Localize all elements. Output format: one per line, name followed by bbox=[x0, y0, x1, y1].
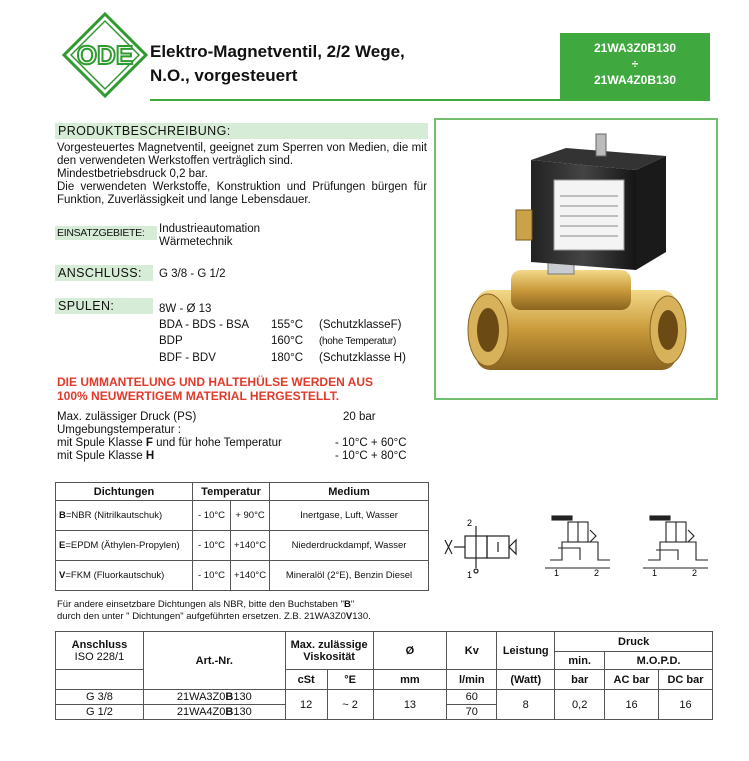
spulen-row bbox=[159, 301, 429, 317]
spec-e: ~ 2 bbox=[327, 690, 373, 720]
einsatz-value-2: Wärmetechnik bbox=[159, 236, 233, 248]
label-anschluss: ANSCHLUSS: bbox=[55, 265, 153, 281]
spec-header-kv: Kv bbox=[447, 632, 497, 670]
svg-text:ODE: ODE bbox=[76, 40, 134, 70]
spulen-row bbox=[159, 333, 429, 350]
spec-cst: 12 bbox=[285, 690, 327, 720]
spulen-model: BDP bbox=[159, 335, 183, 347]
seal-temp-max: + 90°C bbox=[231, 501, 270, 531]
spec-watt: 8 bbox=[497, 690, 555, 720]
seals-header-medium: Medium bbox=[270, 483, 429, 501]
spec-article bbox=[143, 705, 285, 720]
article-prefix: 21WA4Z0 bbox=[176, 706, 226, 718]
article-code-box bbox=[560, 33, 710, 101]
anschluss-value: G 3/8 - G 1/2 bbox=[159, 268, 226, 280]
section2-port-1: 1 bbox=[652, 568, 658, 578]
seal-name bbox=[56, 531, 193, 561]
symbol-port-1: 1 bbox=[467, 570, 473, 580]
spulen-table bbox=[159, 301, 429, 366]
spec-header-diameter: Ø bbox=[373, 632, 447, 670]
spec-header-art: Art.-Nr. bbox=[143, 632, 285, 690]
spec-unit-bar: bar bbox=[555, 670, 605, 690]
header-rule bbox=[150, 99, 710, 101]
seal-medium: Inertgase, Luft, Wasser bbox=[270, 501, 429, 531]
title-line-1: Elektro-Magnetventil, 2/2 Wege, bbox=[150, 42, 405, 61]
temp-h-prefix: mit Spule Klasse bbox=[57, 450, 146, 462]
section1-port-2: 2 bbox=[594, 568, 600, 578]
spec-kv: 60 bbox=[447, 690, 497, 705]
valve-symbols bbox=[440, 512, 740, 582]
note-text: durch den unter " Dichtungen" aufgeführten ersetzen. Z.B. 21WA3Z0 bbox=[57, 611, 346, 622]
spec-mopd-dc: 16 bbox=[659, 690, 713, 720]
valve-illustration bbox=[436, 120, 716, 398]
ambient-temp-label: Umgebungstemperatur : bbox=[57, 424, 182, 436]
seal-temp-max: +140°C bbox=[231, 531, 270, 561]
article-suffix: 130 bbox=[233, 691, 252, 703]
seals-row bbox=[56, 561, 429, 591]
temp-f-suffix: und für hohe Temperatur bbox=[152, 437, 282, 449]
limits-block bbox=[57, 411, 429, 463]
max-pressure-label: Max. zulässiger Druck (PS) bbox=[57, 411, 197, 423]
description-text bbox=[57, 142, 427, 207]
note-line-1 bbox=[57, 599, 371, 611]
seal-temp-min: - 10°C bbox=[193, 501, 231, 531]
spec-unit-watt: (Watt) bbox=[497, 670, 555, 690]
seal-temp-min: - 10°C bbox=[193, 561, 231, 591]
note-text: Für andere einsetzbare Dichtungen als NBR, bitte den Buchstaben " bbox=[57, 599, 344, 610]
spec-header-anschluss-label: Anschluss bbox=[71, 638, 128, 651]
seal-code: E bbox=[59, 540, 66, 551]
valve-circuit-symbol bbox=[445, 526, 516, 573]
seal-name bbox=[56, 501, 193, 531]
seals-row bbox=[56, 531, 429, 561]
spec-kv: 70 bbox=[447, 705, 497, 720]
spec-unit-mm: mm bbox=[373, 670, 447, 690]
symbol-port-2: 2 bbox=[467, 518, 473, 528]
spec-header-druck: Druck bbox=[555, 632, 713, 652]
einsatzgebiete-values bbox=[159, 223, 260, 249]
temp-f-prefix: mit Spule Klasse bbox=[57, 437, 146, 449]
spec-unit-e: °E bbox=[327, 670, 373, 690]
seal-material: =EPDM (Äthylen-Propylen) bbox=[65, 540, 180, 551]
spec-unit-dc: DC bar bbox=[659, 670, 713, 690]
spec-diameter: 13 bbox=[373, 690, 447, 720]
page-title bbox=[150, 40, 405, 88]
seal-temp-min: - 10°C bbox=[193, 531, 231, 561]
temp-f-key: F bbox=[145, 437, 153, 449]
seal-name bbox=[56, 561, 193, 591]
spulen-class: (hohe Temperatur) bbox=[319, 336, 396, 347]
article-code-1: 21WA3Z0B130 bbox=[593, 41, 677, 55]
spec-header-mopd: M.O.P.D. bbox=[605, 652, 713, 670]
spulen-model: 8W - Ø 13 bbox=[159, 303, 212, 315]
spec-header-anschluss bbox=[56, 632, 144, 670]
temp-f-value: - 10°C + 60°C bbox=[335, 437, 407, 449]
spec-min-pressure: 0,2 bbox=[555, 690, 605, 720]
section2-port-2: 2 bbox=[692, 568, 698, 578]
ode-logo bbox=[62, 12, 148, 98]
temp-class-f-row bbox=[57, 437, 429, 450]
note-code: B bbox=[343, 599, 351, 610]
einsatz-value-1: Industrieautomation bbox=[159, 223, 261, 235]
seals-header-row bbox=[56, 483, 429, 501]
product-photo bbox=[434, 118, 718, 400]
spec-unit-empty bbox=[56, 670, 144, 690]
seals-row bbox=[56, 501, 429, 531]
spec-connection: G 1/2 bbox=[56, 705, 144, 720]
seals-header-temperatur: Temperatur bbox=[193, 483, 270, 501]
section1-port-1: 1 bbox=[554, 568, 560, 578]
temp-class-h-row bbox=[57, 450, 429, 463]
spec-unit-lmin: l/min bbox=[447, 670, 497, 690]
article-prefix: 21WA3Z0 bbox=[176, 691, 226, 703]
article-code-separator: ÷ bbox=[631, 57, 639, 71]
spec-unit-cst: cSt bbox=[285, 670, 327, 690]
max-pressure-row bbox=[57, 411, 429, 424]
seal-material: =NBR (Nitrilkautschuk) bbox=[65, 510, 163, 521]
valve-section-open bbox=[545, 516, 610, 568]
spec-header-row-1 bbox=[56, 632, 713, 652]
spec-header-min: min. bbox=[555, 652, 605, 670]
warning-line-2: 100% NEUWERTIGEM MATERIAL HERGESTELLT. bbox=[57, 389, 340, 403]
valve-section-closed bbox=[643, 516, 708, 568]
spec-row bbox=[56, 690, 713, 705]
temp-h-key: H bbox=[145, 450, 155, 462]
seal-medium: Mineralöl (2°E), Benzin Diesel bbox=[270, 561, 429, 591]
spulen-class: (SchutzklasseF) bbox=[319, 319, 402, 331]
spulen-temp: 160°C bbox=[271, 335, 304, 347]
spulen-row bbox=[159, 350, 429, 366]
spec-unit-ac: AC bar bbox=[605, 670, 659, 690]
label-einsatzgebiete: EINSATZGEBIETE: bbox=[55, 226, 157, 240]
spulen-temp: 155°C bbox=[271, 319, 304, 331]
description-paragraph-1: Vorgesteuertes Magnetventil, geeignet zum Sperren von Medien, die mit den verwendeten Werkstoffen verträglich sind. bbox=[57, 142, 427, 167]
spec-header-viskositaet: Max. zulässige Viskosität bbox=[285, 632, 373, 670]
temp-h-value: - 10°C + 80°C bbox=[335, 450, 407, 462]
spec-mopd-ac: 16 bbox=[605, 690, 659, 720]
warning-line-1: DIE UMMANTELUNG UND HALTEHÜLSE WERDEN AUS bbox=[57, 375, 373, 389]
seals-table bbox=[55, 482, 429, 591]
article-seal-code: B bbox=[225, 691, 234, 703]
spulen-class: (Schutzklasse H) bbox=[319, 352, 406, 364]
note-code: V bbox=[345, 611, 353, 622]
article-seal-code: B bbox=[225, 706, 234, 718]
spec-header-iso: ISO 228/1 bbox=[74, 650, 125, 663]
spec-table bbox=[55, 631, 713, 720]
description-paragraph-2: Die verwendeten Werkstoffe, Konstruktion und Prüfungen bürgen für Funktion, Zuverlässigkeit und lange Lebensdauer. bbox=[57, 181, 427, 206]
spec-header-leistung: Leistung bbox=[497, 632, 555, 670]
note-line-2 bbox=[57, 611, 371, 623]
spulen-row bbox=[159, 317, 429, 333]
seals-header-dichtungen: Dichtungen bbox=[56, 483, 193, 501]
note-text: 130. bbox=[352, 611, 371, 622]
spec-connection: G 3/8 bbox=[56, 690, 144, 705]
spulen-model: BDF - BDV bbox=[159, 352, 216, 364]
spulen-model: BDA - BDS - BSA bbox=[159, 319, 250, 331]
seal-substitution-note bbox=[57, 599, 371, 623]
spec-article bbox=[143, 690, 285, 705]
max-pressure-value: 20 bar bbox=[343, 411, 376, 423]
article-suffix: 130 bbox=[233, 706, 252, 718]
label-spulen: SPULEN: bbox=[55, 298, 153, 314]
description-min-pressure: Mindestbetriebsdruck 0,2 bar. bbox=[57, 168, 208, 180]
title-line-2: N.O., vorgesteuert bbox=[150, 66, 298, 85]
note-text: " bbox=[350, 599, 355, 610]
spulen-temp: 180°C bbox=[271, 352, 304, 364]
seal-temp-max: +140°C bbox=[231, 561, 270, 591]
seal-medium: Niederdruckdampf, Wasser bbox=[270, 531, 429, 561]
warning-text bbox=[57, 375, 373, 403]
article-code-2: 21WA4Z0B130 bbox=[593, 73, 677, 87]
section-produktbeschreibung: PRODUKTBESCHREIBUNG: bbox=[55, 123, 428, 139]
seal-code: V bbox=[59, 570, 66, 581]
seal-material: =FKM (Fluorkautschuk) bbox=[65, 570, 165, 581]
seal-code: B bbox=[59, 510, 66, 521]
